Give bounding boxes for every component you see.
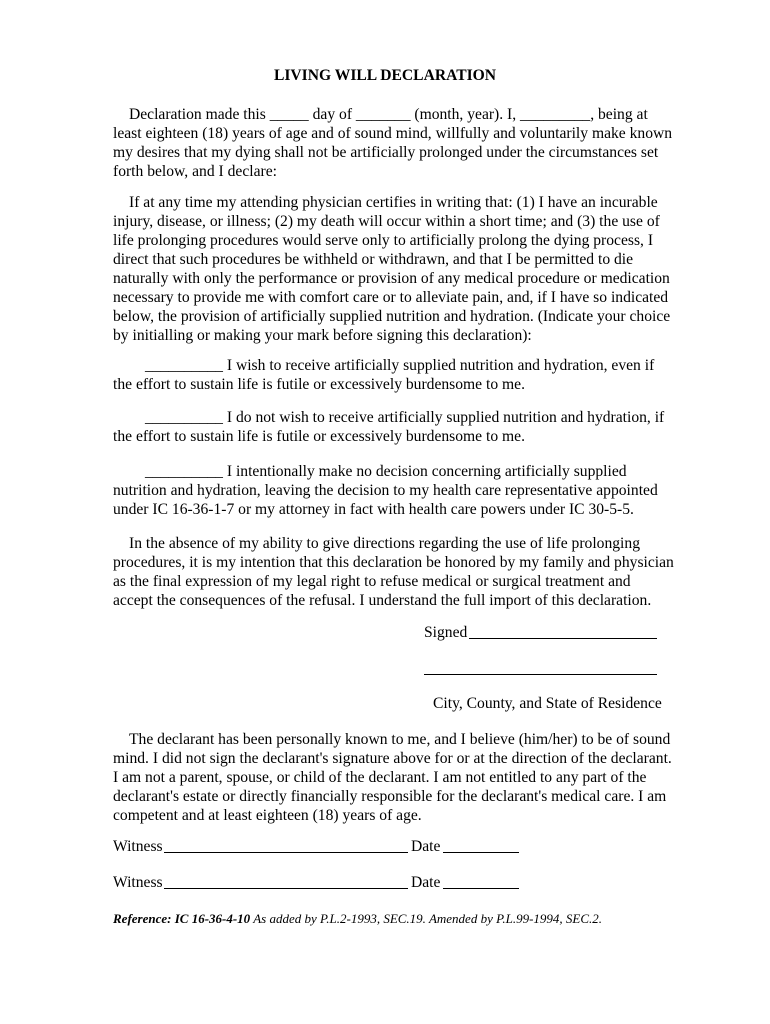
text-line: by initialling or making your mark before signing this declaration): (113, 327, 532, 344)
text-line: declarant's estate or directly financially responsible for the declarant's medical care. I am (113, 788, 667, 805)
reference-citation: Reference: IC 16-36-4-10 (113, 911, 251, 926)
text-line: injury, disease, or illness; (2) my death will occur within a short time; and (3) the use of (113, 213, 660, 230)
document-title: LIVING WILL DECLARATION (273, 67, 497, 84)
option-receive-nutrition (113, 357, 693, 395)
paragraph-witness-statement (113, 731, 693, 826)
text-line: under IC 16-36-1-7 or my attorney in fact with health care powers under IC 30-5-5. (113, 501, 634, 518)
date-label-2: Date (411, 874, 441, 891)
text-line: procedures, it is my intention that this declaration be honored by my family and physician (113, 554, 674, 571)
text-line: __________ I do not wish to receive artificially supplied nutrition and hydration, if (145, 409, 665, 426)
text-line: necessary to provide me with comfort care or to alleviate pain, and, if I have so indicated (113, 289, 669, 306)
text-line: below, the provision of artificially supplied nutrition and hydration. (Indicate your choice (113, 308, 671, 325)
text-line: __________ I wish to receive artificially supplied nutrition and hydration, even if (145, 357, 655, 374)
paragraph-intention (113, 535, 693, 611)
signature-field[interactable] (469, 638, 657, 639)
reference-history: As added by P.L.2-1993, SEC.19. Amended by P.L.99-1994, SEC.2. (250, 911, 603, 926)
text-line: as the final expression of my legal right to refuse medical or surgical treatment and (113, 573, 631, 590)
text-line: I am not a parent, spouse, or child of the declarant. I am not entitled to any part of the (113, 769, 647, 786)
text-line: least eighteen (18) years of age and of sound mind, willfully and voluntarily make known (113, 125, 673, 142)
text-line: naturally with only the performance or provision of any medical procedure or medication (113, 270, 670, 287)
text-line: In the absence of my ability to give directions regarding the use of life prolonging (129, 535, 640, 552)
text-line: forth below, and I declare: (113, 163, 277, 180)
residence-label: City, County, and State of Residence (433, 695, 662, 712)
text-line: If at any time my attending physician certifies in writing that: (1) I have an incurable (129, 194, 658, 211)
text-line: mind. I did not sign the declarant's signature above for or at the direction of the declarant. (113, 750, 672, 767)
signed-label: Signed (424, 624, 468, 641)
paragraph-conditions (113, 194, 693, 346)
text-line: nutrition and hydration, leaving the decision to my health care representative appointed (113, 482, 658, 499)
witness-signature-field-2[interactable] (164, 888, 408, 889)
text-line: the effort to sustain life is futile or excessively burdensome to me. (113, 428, 525, 445)
reference-note (113, 910, 602, 928)
text-line: life prolonging procedures would serve only to artificially prolong the dying process, I (113, 232, 654, 249)
text-line: direct that such procedures be withheld or withdrawn, and that I be permitted to die (113, 251, 634, 268)
witness-label-2: Witness (113, 874, 163, 891)
text-line: competent and at least eighteen (18) years of age. (113, 807, 422, 824)
residence-field[interactable] (424, 674, 657, 675)
witness-label-1: Witness (113, 838, 163, 855)
paragraph-declaration (113, 106, 693, 182)
text-line: __________ I intentionally make no decision concerning artificially supplied (145, 463, 627, 480)
text-line: accept the consequences of the refusal. I understand the full import of this declaration. (113, 592, 652, 609)
text-line: the effort to sustain life is futile or excessively burdensome to me. (113, 376, 525, 393)
option-no-decision (113, 463, 693, 520)
text-line: my desires that my dying shall not be artificially prolonged under the circumstances set (113, 144, 659, 161)
witness-date-field-2[interactable] (443, 888, 519, 889)
date-label-1: Date (411, 838, 441, 855)
witness-signature-field-1[interactable] (164, 852, 408, 853)
text-line: Declaration made this _____ day of _______ (month, year). I, _________, being at (129, 106, 648, 123)
text-line: The declarant has been personally known to me, and I believe (him/her) to be of sound (129, 731, 671, 748)
option-refuse-nutrition (113, 409, 693, 447)
witness-date-field-1[interactable] (443, 852, 519, 853)
